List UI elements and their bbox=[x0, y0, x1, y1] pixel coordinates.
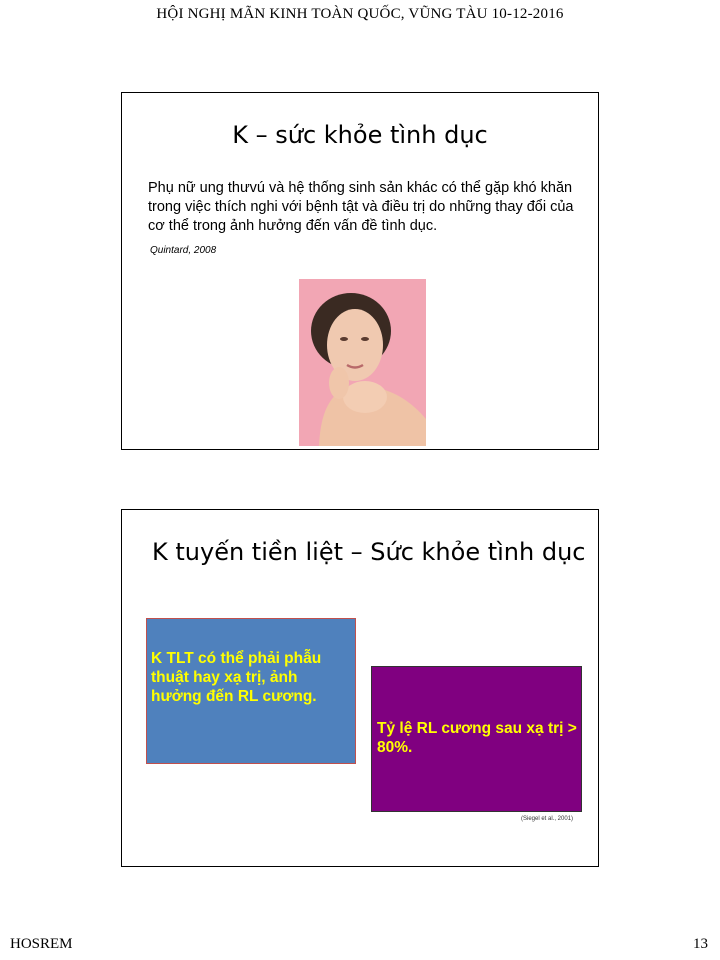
surgery-radiation-box bbox=[146, 618, 356, 764]
woman-photo bbox=[299, 279, 426, 446]
slide-1-body: Phụ nữ ung thưvú và hệ thống sinh sản khác có thể gặp khó khăn trong việc thích nghi với bệnh tật và điều trị do những thay đổi của cơ thể trong ảnh hưởng đến vấn đề tình dục. bbox=[148, 180, 574, 234]
slide-2-title: K tuyến tiền liệt – Sức khỏe tình dục bbox=[152, 538, 586, 566]
ed-rate-box bbox=[371, 666, 582, 812]
page-number: 13 bbox=[693, 936, 708, 952]
page-header: HỘI NGHỊ MÃN KINH TOÀN QUỐC, VŨNG TÀU 10-12-2016 bbox=[156, 6, 564, 22]
ed-rate-text: Tỷ lệ RL cương sau xạ trị > 80%. bbox=[377, 720, 577, 756]
surgery-radiation-text: K TLT có thể phải phẫu thuật hay xạ trị, ảnh hưởng đến RL cương. bbox=[151, 650, 322, 705]
slide-1-title: K – sức khỏe tình dục bbox=[232, 121, 488, 149]
slide-1 bbox=[121, 92, 599, 450]
slide-2 bbox=[121, 509, 599, 867]
slide-2-citation: (Siegel et al., 2001) bbox=[521, 816, 574, 822]
footer-organization: HOSREM bbox=[10, 936, 73, 952]
slide-1-citation: Quintard, 2008 bbox=[150, 245, 217, 256]
